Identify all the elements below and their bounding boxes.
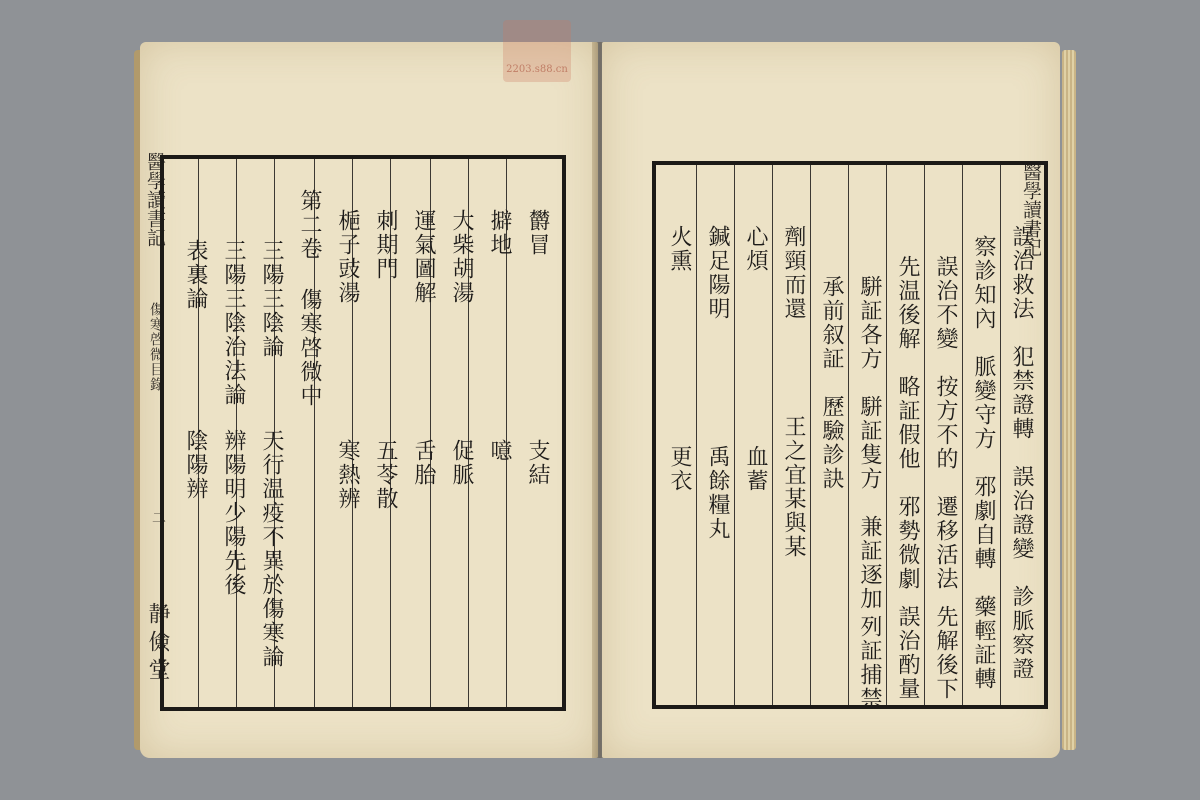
r-col-7-top: 劑頸而還 — [781, 225, 806, 321]
col-1-top: 欝冒 — [525, 209, 550, 257]
col-9-bottom: 辨陽明少陽先後 — [221, 429, 246, 597]
r-col-5-bottom: 兼証逐加 — [857, 515, 882, 611]
r-col-6-mid: 歷驗診訣 — [819, 395, 844, 491]
col-5-bottom: 五苓散 — [373, 439, 398, 511]
right-page-edge — [1062, 50, 1076, 750]
r-col-2-top: 察診知內 — [971, 235, 996, 331]
col-1-bottom: 支結 — [525, 439, 550, 487]
col-3-bottom: 促脈 — [449, 439, 474, 487]
r-col-2-mid: 脈變守方 — [971, 355, 996, 451]
col-4-bottom: 舌胎 — [411, 439, 436, 487]
r-col-1-top: 誤治救法 — [1009, 225, 1034, 321]
col-8-top: 三陽三陰論 — [259, 239, 284, 359]
r-col-9-top: 鍼足陽明 — [705, 225, 730, 321]
r-col-3-bottom: 遷移活法 — [933, 495, 958, 591]
r-col-6-top: 承前叙証 — [819, 275, 844, 371]
right-page — [602, 42, 1060, 758]
r-col-3-top: 誤治不變 — [933, 255, 958, 351]
r-col-7-mid: 王之宜某與某 — [781, 415, 806, 559]
r-col-4-mid: 略証假他 — [895, 375, 920, 471]
r-col-8-top: 心煩 — [743, 225, 768, 273]
r-col-4-extra: 誤治酌量 — [895, 605, 920, 701]
r-col-5-extra: 列証捕禁 — [857, 615, 882, 711]
right-text-frame — [652, 161, 1048, 709]
left-folio: 二 — [150, 510, 166, 524]
col-2-bottom: 噫 — [487, 439, 512, 463]
r-col-2-extra: 藥輕証轉 — [971, 595, 996, 691]
left-spine-subtitle: 傷寒啓微目錄 — [148, 302, 164, 392]
r-col-5-top: 駢証各方 — [857, 275, 882, 371]
col-10-top: 表裏論 — [183, 239, 208, 311]
col-2-top: 擗地 — [487, 209, 512, 257]
col-9-top: 三陽三陰治法論 — [221, 239, 246, 407]
r-col-10-top: 火熏 — [667, 225, 692, 273]
col-8-bottom: 天行温疫不異於傷寒論 — [259, 429, 284, 669]
col-6-bottom: 寒熱辨 — [335, 439, 360, 511]
open-book — [140, 42, 1070, 762]
r-col-1-mid: 犯禁證轉 — [1009, 345, 1034, 441]
col-6-top: 梔子豉湯 — [335, 209, 360, 305]
publisher-name: 静儉堂 — [145, 602, 170, 686]
volume-heading: 第二卷 傷寒啓微中 — [297, 189, 322, 408]
r-col-9-mid: 禹餘糧丸 — [705, 445, 730, 541]
col-10-bottom: 陰陽辨 — [183, 429, 208, 501]
r-col-1-bottom2: 診脈察證 — [1009, 585, 1034, 681]
r-col-4-bottom: 邪勢微劇 — [895, 495, 920, 591]
col-3-top: 大柴胡湯 — [449, 209, 474, 305]
r-col-3-extra: 先解後下 — [933, 605, 958, 701]
left-spine-title: 醫學讀書記 — [144, 152, 166, 247]
r-col-3-mid: 按方不的 — [933, 375, 958, 471]
r-col-1-bottom: 誤治證變 — [1009, 465, 1034, 561]
watermark-seal: 2203.s88.cn — [503, 20, 571, 82]
r-col-4-top: 先温後解 — [895, 255, 920, 351]
left-page — [140, 42, 598, 758]
left-text-frame — [160, 155, 566, 711]
r-col-8-mid: 血蓄 — [743, 445, 768, 493]
r-col-2-bottom: 邪劇自轉 — [971, 475, 996, 571]
col-5-top: 刺期門 — [373, 209, 398, 281]
right-spine-title: 醫學讀書記 — [1020, 162, 1042, 257]
r-col-5-mid: 駢証隻方 — [857, 395, 882, 491]
r-col-10-mid: 更衣 — [667, 445, 692, 493]
col-4-top: 運氣圖解 — [411, 209, 436, 305]
